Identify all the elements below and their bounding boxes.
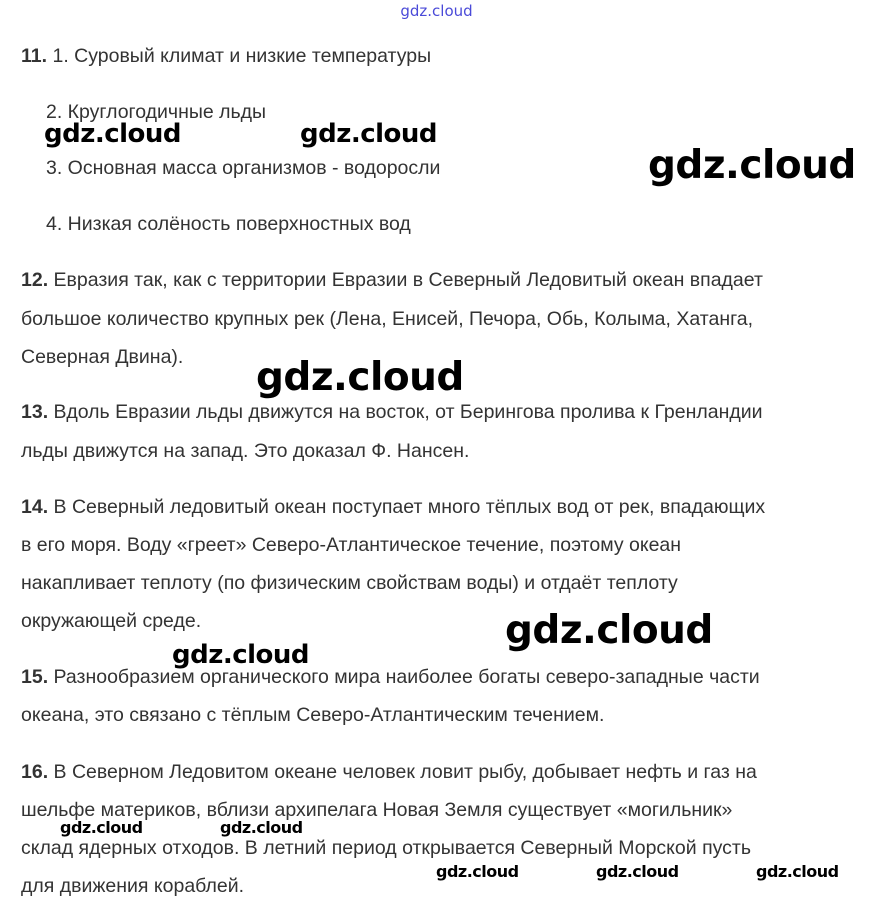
answer-11-line-2: 2. Круглогодичные льды [46,101,267,123]
watermark: gdz.cloud [300,119,438,149]
answer-13-text: Вдоль Евразии льды движутся на восток, от Берингова пролива к Гренландии [53,401,763,423]
answer-13-line-1 [21,400,763,424]
answer-16-number: 16. [21,761,49,783]
answer-11-text: 1. Суровый климат и низкие температуры [52,45,432,67]
answer-11-line-1 [21,44,431,68]
answer-16-line-1 [21,760,757,784]
watermark: gdz.cloud [436,862,519,881]
watermark: gdz.cloud [505,608,713,653]
answer-12-number: 12. [21,269,49,291]
watermark: gdz.cloud [172,640,310,670]
answer-16-text: В Северном Ледовитом океане человек ловит рыбу, добывает нефть и газ на [53,761,757,783]
answer-15-text: Разнообразием органического мира наиболее богаты северо-западные части [53,666,760,688]
answer-15-number: 15. [21,666,49,688]
answer-11-line-3: 3. Основная масса организмов - водоросли [46,157,441,179]
header-watermark: gdz.cloud [400,2,473,20]
answer-13-line-2: льды движутся на запад. Это доказал Ф. Нансен. [21,440,470,462]
answer-16-line-2: шельфе материков, вблизи архипелага Новая Земля существует «могильник» [21,799,733,821]
answer-14-line-2: в его моря. Воду «греет» Северо-Атлантическое течение, поэтому океан [21,534,682,556]
answer-14-number: 14. [21,496,49,518]
answer-16-line-3: склад ядерных отходов. В летний период открывается Северный Морской пусть [21,837,752,859]
answer-14-line-4: окружающей среде. [21,610,202,632]
answer-11-line-4: 4. Низкая солёность поверхностных вод [46,213,411,235]
watermark: gdz.cloud [256,355,464,400]
answer-14-line-3: накапливает теплоту (по физическим свойствам воды) и отдаёт теплоту [21,572,678,594]
answer-13-number: 13. [21,401,49,423]
watermark: gdz.cloud [44,119,182,149]
answer-12-line-1 [21,268,763,292]
answer-15-line-1 [21,665,760,689]
watermark: gdz.cloud [220,818,303,837]
watermark: gdz.cloud [756,862,839,881]
answer-12-line-3: Северная Двина). [21,346,184,368]
watermark: gdz.cloud [60,818,143,837]
answer-14-text: В Северный ледовитый океан поступает много тёплых вод от рек, впадающих [53,496,766,518]
watermark: gdz.cloud [648,143,856,188]
answer-12-text: Евразия так, как с территории Евразии в Северный Ледовитый океан впадает [53,269,763,291]
answer-11-number: 11. [21,45,48,67]
answer-14-line-1 [21,495,765,519]
answer-12-line-2: большое количество крупных рек (Лена, Енисей, Печора, Обь, Колыма, Хатанга, [21,308,754,330]
answer-16-line-4: для движения кораблей. [21,875,245,897]
watermark: gdz.cloud [596,862,679,881]
answer-15-line-2: океана, это связано с тёплым Северо-Атлантическим течением. [21,704,605,726]
